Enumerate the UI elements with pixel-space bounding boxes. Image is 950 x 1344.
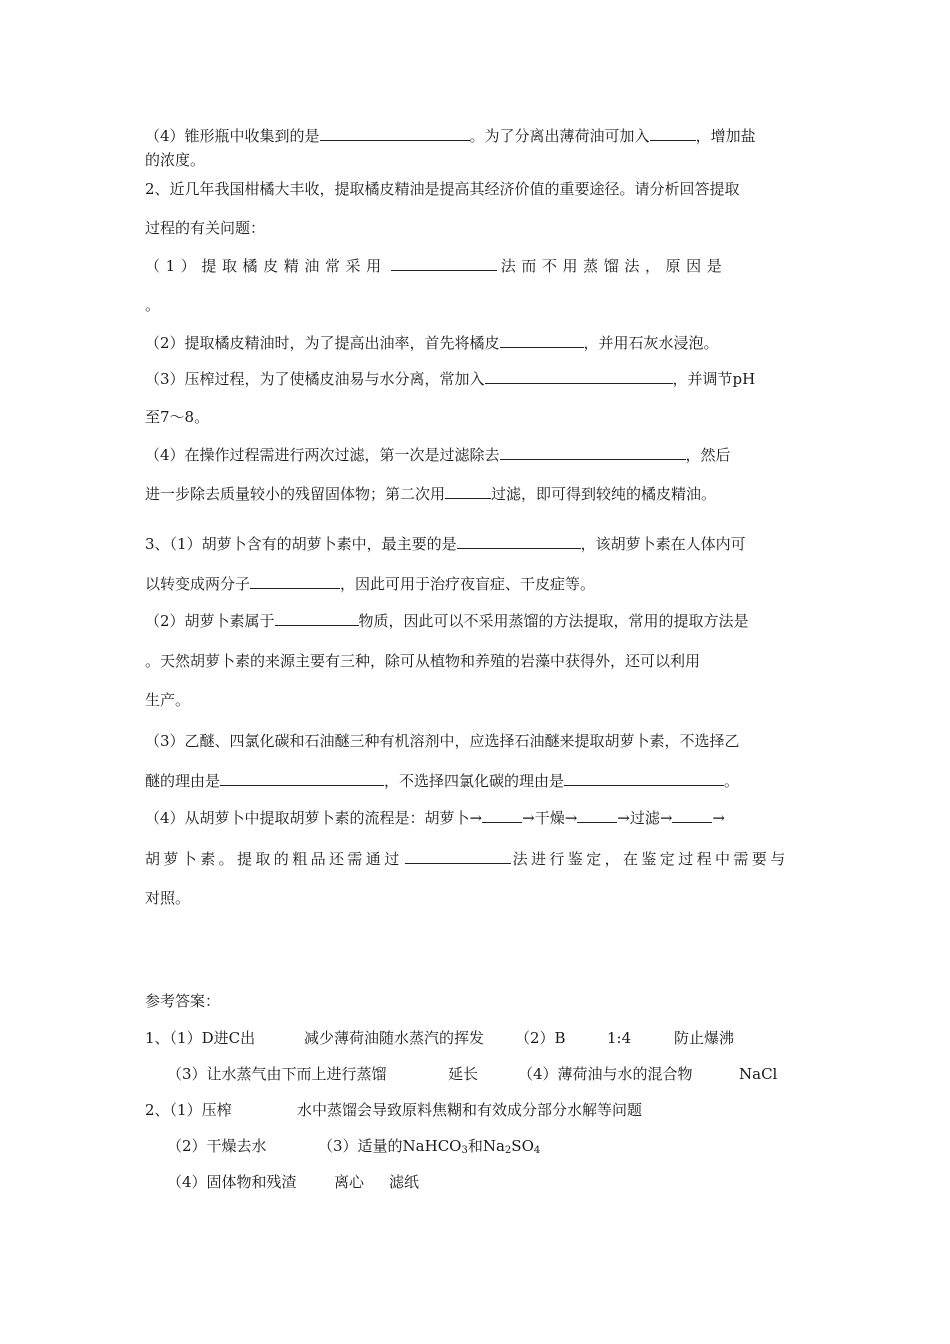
q2-part1-line1 xyxy=(145,256,810,276)
q1-part4-text-a: （4）锥形瓶中收集到的是 xyxy=(145,127,320,145)
q3-part4-line1 xyxy=(145,808,810,828)
answer-blank xyxy=(250,574,340,589)
q1-part4-text-b: 。为了分离出薄荷油可加入 xyxy=(469,127,650,145)
answer-2-2: 水中蒸馏会导致原料焦糊和有效成分部分水解等问题 xyxy=(297,1101,643,1119)
q3-part3-text-d: 。 xyxy=(724,772,740,790)
q3-part4-text-b: →干燥→ xyxy=(522,809,578,827)
answer-blank xyxy=(275,611,359,626)
answer-1-3: （2）B xyxy=(515,1029,566,1047)
q3-part2-line1 xyxy=(145,611,810,631)
q2-intro-line2: 过程的有关问题： xyxy=(145,219,266,237)
answer-blank xyxy=(500,333,584,348)
q2-part3-text-a: （3）压榨过程，为了使橘皮油易与水分离，常加入 xyxy=(145,370,485,388)
q2-part3-text-b: ，并调节pH xyxy=(672,370,756,388)
answer-1-2: 减少薄荷油随水蒸汽的挥发 xyxy=(304,1029,485,1047)
q3-part4-text-d: → xyxy=(712,809,725,827)
answer-blank xyxy=(405,849,511,864)
q3-part3-text-b: 醚的理由是 xyxy=(145,772,221,790)
answer-blank xyxy=(500,445,686,460)
q3-part4-text-e: 胡萝卜素。提取的粗品还需通过 xyxy=(145,850,403,868)
q2-part1-text-a: （1）提取橘皮精油常采用 xyxy=(145,257,387,275)
answer-1-5: 防止爆沸 xyxy=(674,1029,735,1047)
answer-2-1: 2、（1）压榨 xyxy=(145,1101,232,1119)
answer-2-7: 滤纸 xyxy=(389,1173,420,1191)
q2-part2-text-a: （2）提取橘皮精油时，为了提高出油率，首先将橘皮 xyxy=(145,334,500,352)
answer-1-1: 1、（1）D进C出 xyxy=(145,1029,256,1047)
q3-part4-line2 xyxy=(145,849,810,869)
answer-blank xyxy=(320,126,470,141)
answer-1-7: 延长 xyxy=(448,1065,479,1083)
q2-part4-text-c: 进一步除去质量较小的残留固体物；第二次用 xyxy=(145,485,446,503)
answer-blank xyxy=(220,771,384,786)
answer-1-6: （3）让水蒸气由下而上进行蒸馏 xyxy=(167,1065,387,1083)
q2-part4-text-b: ，然后 xyxy=(685,446,731,464)
answer-2-5: （4）固体物和残渣 xyxy=(167,1173,297,1191)
q2-part4-text-a: （4）在操作过程需进行两次过滤，第一次是过滤除去 xyxy=(145,446,500,464)
q2-intro-line1: 2、近几年我国柑橘大丰收，提取橘皮精油是提高其经济价值的重要途径。请分析回答提取 xyxy=(145,180,740,198)
q3-part1-line2 xyxy=(145,574,810,594)
answer-blank xyxy=(482,808,522,823)
answer-1-9: NaCl xyxy=(739,1065,778,1083)
answer-blank xyxy=(485,369,673,384)
q3-part1-text-a: 3、（1）胡萝卜含有的胡萝卜素中，最主要的是 xyxy=(145,535,457,553)
q3-part2-text-a: （2）胡萝卜素属于 xyxy=(145,612,275,630)
answer-blank xyxy=(577,808,617,823)
q3-part3-line2 xyxy=(145,771,810,791)
q3-part1-text-c: 以转变成两分子 xyxy=(145,575,251,593)
answer-blank xyxy=(564,771,724,786)
answer-blank xyxy=(445,484,491,499)
answers-heading: 参考答案： xyxy=(145,992,221,1010)
answer-2-6: 离心 xyxy=(334,1173,365,1191)
q1-part4-text-c: ，增加盐 xyxy=(695,127,756,145)
q3-part4-text-a: （4）从胡萝卜中提取胡萝卜素的流程是：胡萝卜→ xyxy=(145,809,483,827)
answer-blank xyxy=(391,256,497,271)
q3-part4-text-c: →过滤→ xyxy=(617,809,673,827)
answer-blank xyxy=(650,126,696,141)
q3-part2-text-b: 物质，因此可以不采用蒸馏的方法提取，常用的提取方法是 xyxy=(358,612,749,630)
q1-part4-line2: 的浓度。 xyxy=(145,151,206,169)
q2-part3-line1 xyxy=(145,369,810,389)
q1-part4-line1 xyxy=(145,126,810,146)
q2-part2-line xyxy=(145,333,810,353)
q3-part4-text-f: 法进行鉴定，在鉴定过程中需要与 xyxy=(512,850,789,868)
q3-part1-line1 xyxy=(145,534,810,554)
q3-part1-text-b: ，该胡萝卜素在人体内可 xyxy=(580,535,746,553)
q2-part2-text-b: ，并用石灰水浸泡。 xyxy=(583,334,719,352)
answer-blank xyxy=(457,534,581,549)
q3-part3-line1: （3）乙醚、四氯化碳和石油醚三种有机溶剂中，应选择石油醚来提取胡萝卜素，不选择乙 xyxy=(145,732,740,750)
answer-1-8: （4）薄荷油与水的混合物 xyxy=(518,1065,693,1083)
q3-part4-line3: 对照。 xyxy=(145,889,191,907)
q2-part1-text-b: 法而不用蒸馏法，原因是 xyxy=(500,257,728,275)
q3-part3-text-c: ，不选择四氯化碳的理由是 xyxy=(384,772,565,790)
answer-2-3: （2）干燥去水 xyxy=(167,1137,267,1155)
q2-part1-line2: 。 xyxy=(145,296,161,314)
answer-blank xyxy=(672,808,712,823)
q2-part4-line2 xyxy=(145,484,810,504)
q2-part3-line2: 至7～8。 xyxy=(145,408,210,426)
answer-2-4: （3）适量的NaHCO$_3$和$Na_2SO_4$ xyxy=(318,1137,541,1156)
q3-part2-line3: 生产。 xyxy=(145,691,191,709)
answer-1-4: 1:4 xyxy=(607,1029,632,1047)
q2-part4-line1 xyxy=(145,445,810,465)
q3-part2-line2: 。天然胡萝卜素的来源主要有三种，除可从植物和养殖的岩藻中获得外，还可以利用 xyxy=(145,652,701,670)
q3-part1-text-d: ，因此可用于治疗夜盲症、干皮症等。 xyxy=(340,575,596,593)
q2-part4-text-d: 过滤，即可得到较纯的橘皮精油。 xyxy=(491,485,717,503)
